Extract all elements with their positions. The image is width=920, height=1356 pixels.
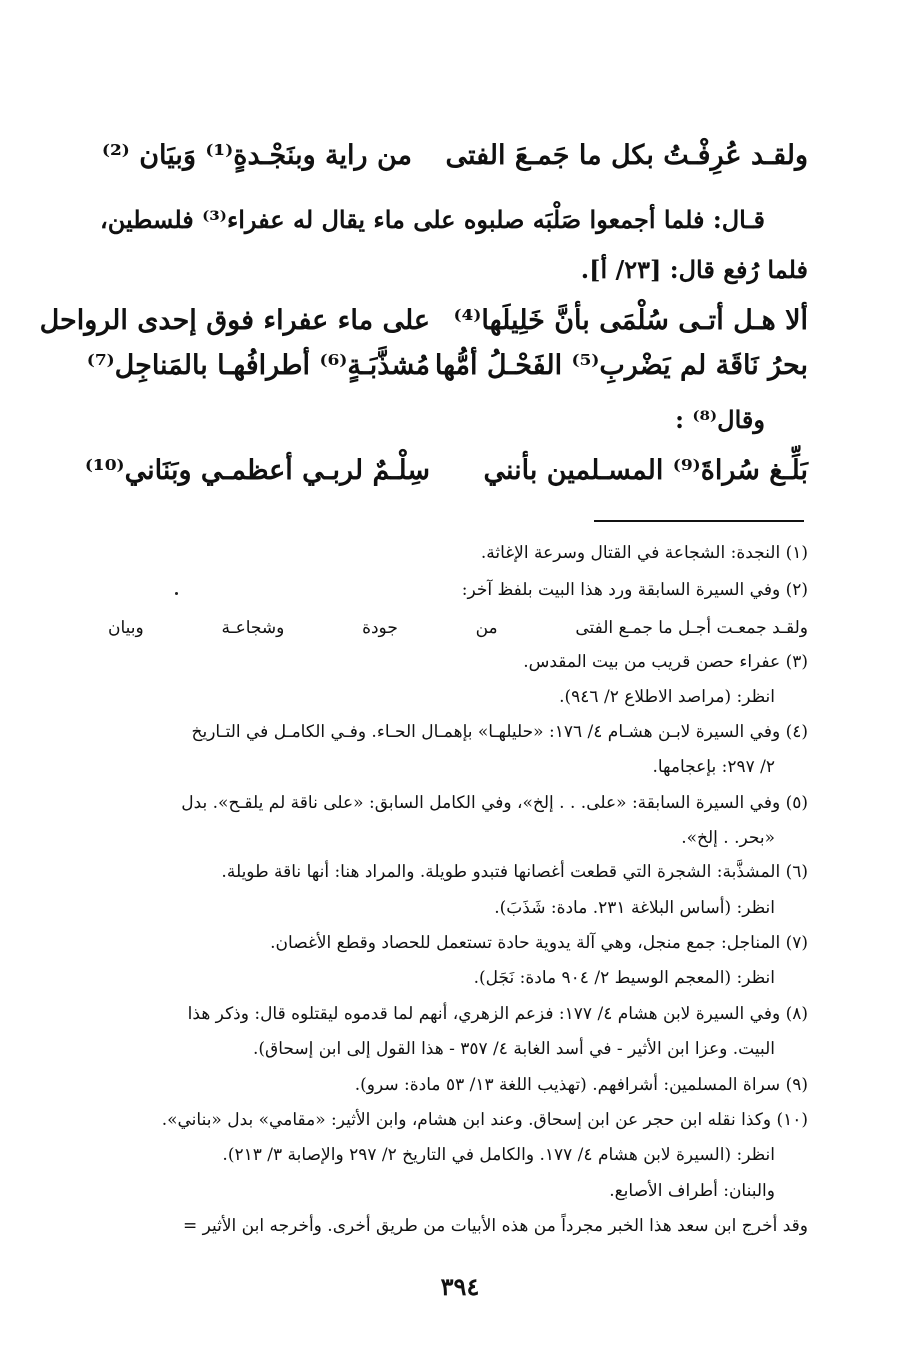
footnote-7-ref: انظر: (المعجم الوسيط ٢/ ٩٠٤ مادة: نَجَل). xyxy=(473,968,775,988)
footnote-3-ref: انظر: (مراصد الاطلاع ٢/ ٩٤٦). xyxy=(559,687,775,707)
footnote-4: (٤) وفي السيرة لابـن هشـام ٤/ ١٧٦: «حليلهـا» بإهمـال الحـاء. وفـي الكامـل في التـاريخ xyxy=(191,722,808,742)
footnote-3: (٣) عفراء حصن قريب من بيت المقدس. xyxy=(523,652,808,672)
footnote-2-verse-part: وبيان xyxy=(108,618,144,638)
verse4-first-hemistich: بَلِّـغ سُراةَ⁽⁹⁾ المسـلمين بأنني xyxy=(483,455,808,486)
footnote-8-cont: البيت. وعزا ابن الأثير - في أسد الغابة ٤/ ٣٥٧ - هذا القول إلى ابن إسحاق). xyxy=(253,1039,775,1059)
narration-line1: قـال: فلما أجمعوا صَلْبَه صلبوه على ماء يقال له عفراء⁽³⁾ فلسطين، xyxy=(100,205,765,234)
verse2-second-hemistich: على ماء عفراء فوق إحدى الرواحل xyxy=(39,305,430,336)
verse3-first-hemistich: بحرُ نَاقَة لم يَضْربِ⁽⁵⁾ الفَحْـلُ أمُّها xyxy=(434,350,808,381)
footnote-9: (٩) سراة المسلمين: أشرافهم. (تهذيب اللغة ١٣/ ٥٣ مادة: سرو). xyxy=(354,1075,808,1095)
narration-qal: وقال⁽⁸⁾ : xyxy=(675,405,765,434)
narration-line2: فلما رُفع قال: [٢٣/ أ]. xyxy=(580,255,808,284)
footnote-separator xyxy=(594,520,804,522)
footnote-1: (١) النجدة: الشجاعة في القتال وسرعة الإغاثة. xyxy=(480,543,808,563)
verse1-second-hemistich: من راية وبنَجْـدةٍ⁽¹⁾ وَبيَان ⁽²⁾ xyxy=(101,140,412,171)
page-number: ٣٩٤ xyxy=(440,1272,480,1301)
footnote-2-verse-part: ولقـد جمعـت أجـل ما جمـع الفتى xyxy=(575,618,808,638)
stray-mark xyxy=(175,592,178,595)
footnote-2-verse-part: جودة xyxy=(362,618,398,638)
footnote-10-cont: وقد أخرج ابن سعد هذا الخبر مجرداً من هذه الأبيات من طريق أخرى. وأخرجه ابن الأثير = xyxy=(182,1216,808,1236)
verse2-first-hemistich: ألا هـل أتـى سُلْمَى بأنَّ خَلِيلَها⁽⁴⁾ xyxy=(453,305,808,336)
footnote-10-note: والبنان: أطراف الأصابع. xyxy=(609,1181,775,1201)
footnote-2: (٢) وفي السيرة السابقة ورد هذا البيت بلفظ آخر: xyxy=(461,580,808,600)
verse1-first-hemistich: ولقـد عُرِفْـتُ بكل ما جَمـعَ الفتى xyxy=(445,140,808,171)
footnote-6: (٦) المشذَّبة: الشجرة التي قطعت أغصانها فتبدو طويلة. والمراد هنا: أنها ناقة طويلة. xyxy=(221,862,808,882)
verse3-second-hemistich: مُشذَّبَـةٍ⁽⁶⁾ أطرافُهـا بالمَناجِل⁽⁷⁾ xyxy=(86,350,430,381)
footnote-5-cont: «بحر. . إلخ». xyxy=(681,828,775,848)
footnote-10: (١٠) وكذا نقله ابن حجر عن ابن إسحاق. وعند ابن هشام، وابن الأثير: «مقامي» بدل «بناني». xyxy=(161,1110,808,1130)
footnote-2-verse xyxy=(108,618,808,638)
footnote-2-verse-part: من xyxy=(475,618,498,638)
footnote-4-cont: ٢/ ٢٩٧: بإعجامها. xyxy=(652,757,775,777)
verse4-second-hemistich: سِلْـمٌ لربـي أعظمـي وبَنَاني⁽¹⁰⁾ xyxy=(84,455,430,486)
footnote-2-verse-part: وشجاعـة xyxy=(221,618,285,638)
footnote-5: (٥) وفي السيرة السابقة: «على. . . إلخ»، وفي الكامل السابق: «على ناقة لم يلقـح». بدل xyxy=(181,793,808,813)
footnote-8: (٨) وفي السيرة لابن هشام ٤/ ١٧٧: فزعم الزهري، أنهم لما قدموه ليقتلوه قال: وذكر هذا xyxy=(187,1004,808,1024)
footnote-6-ref: انظر: (أساس البلاغة ٢٣١. مادة: شَذَبَ). xyxy=(494,898,775,918)
footnote-10-ref: انظر: (السيرة لابن هشام ٤/ ١٧٧. والكامل في التاريخ ٢/ ٢٩٧ والإصابة ٣/ ٢١٣). xyxy=(222,1145,775,1165)
footnote-7: (٧) المناجل: جمع منجل، وهي آلة يدوية حادة تستعمل للحصاد وقطع الأغصان. xyxy=(270,933,808,953)
